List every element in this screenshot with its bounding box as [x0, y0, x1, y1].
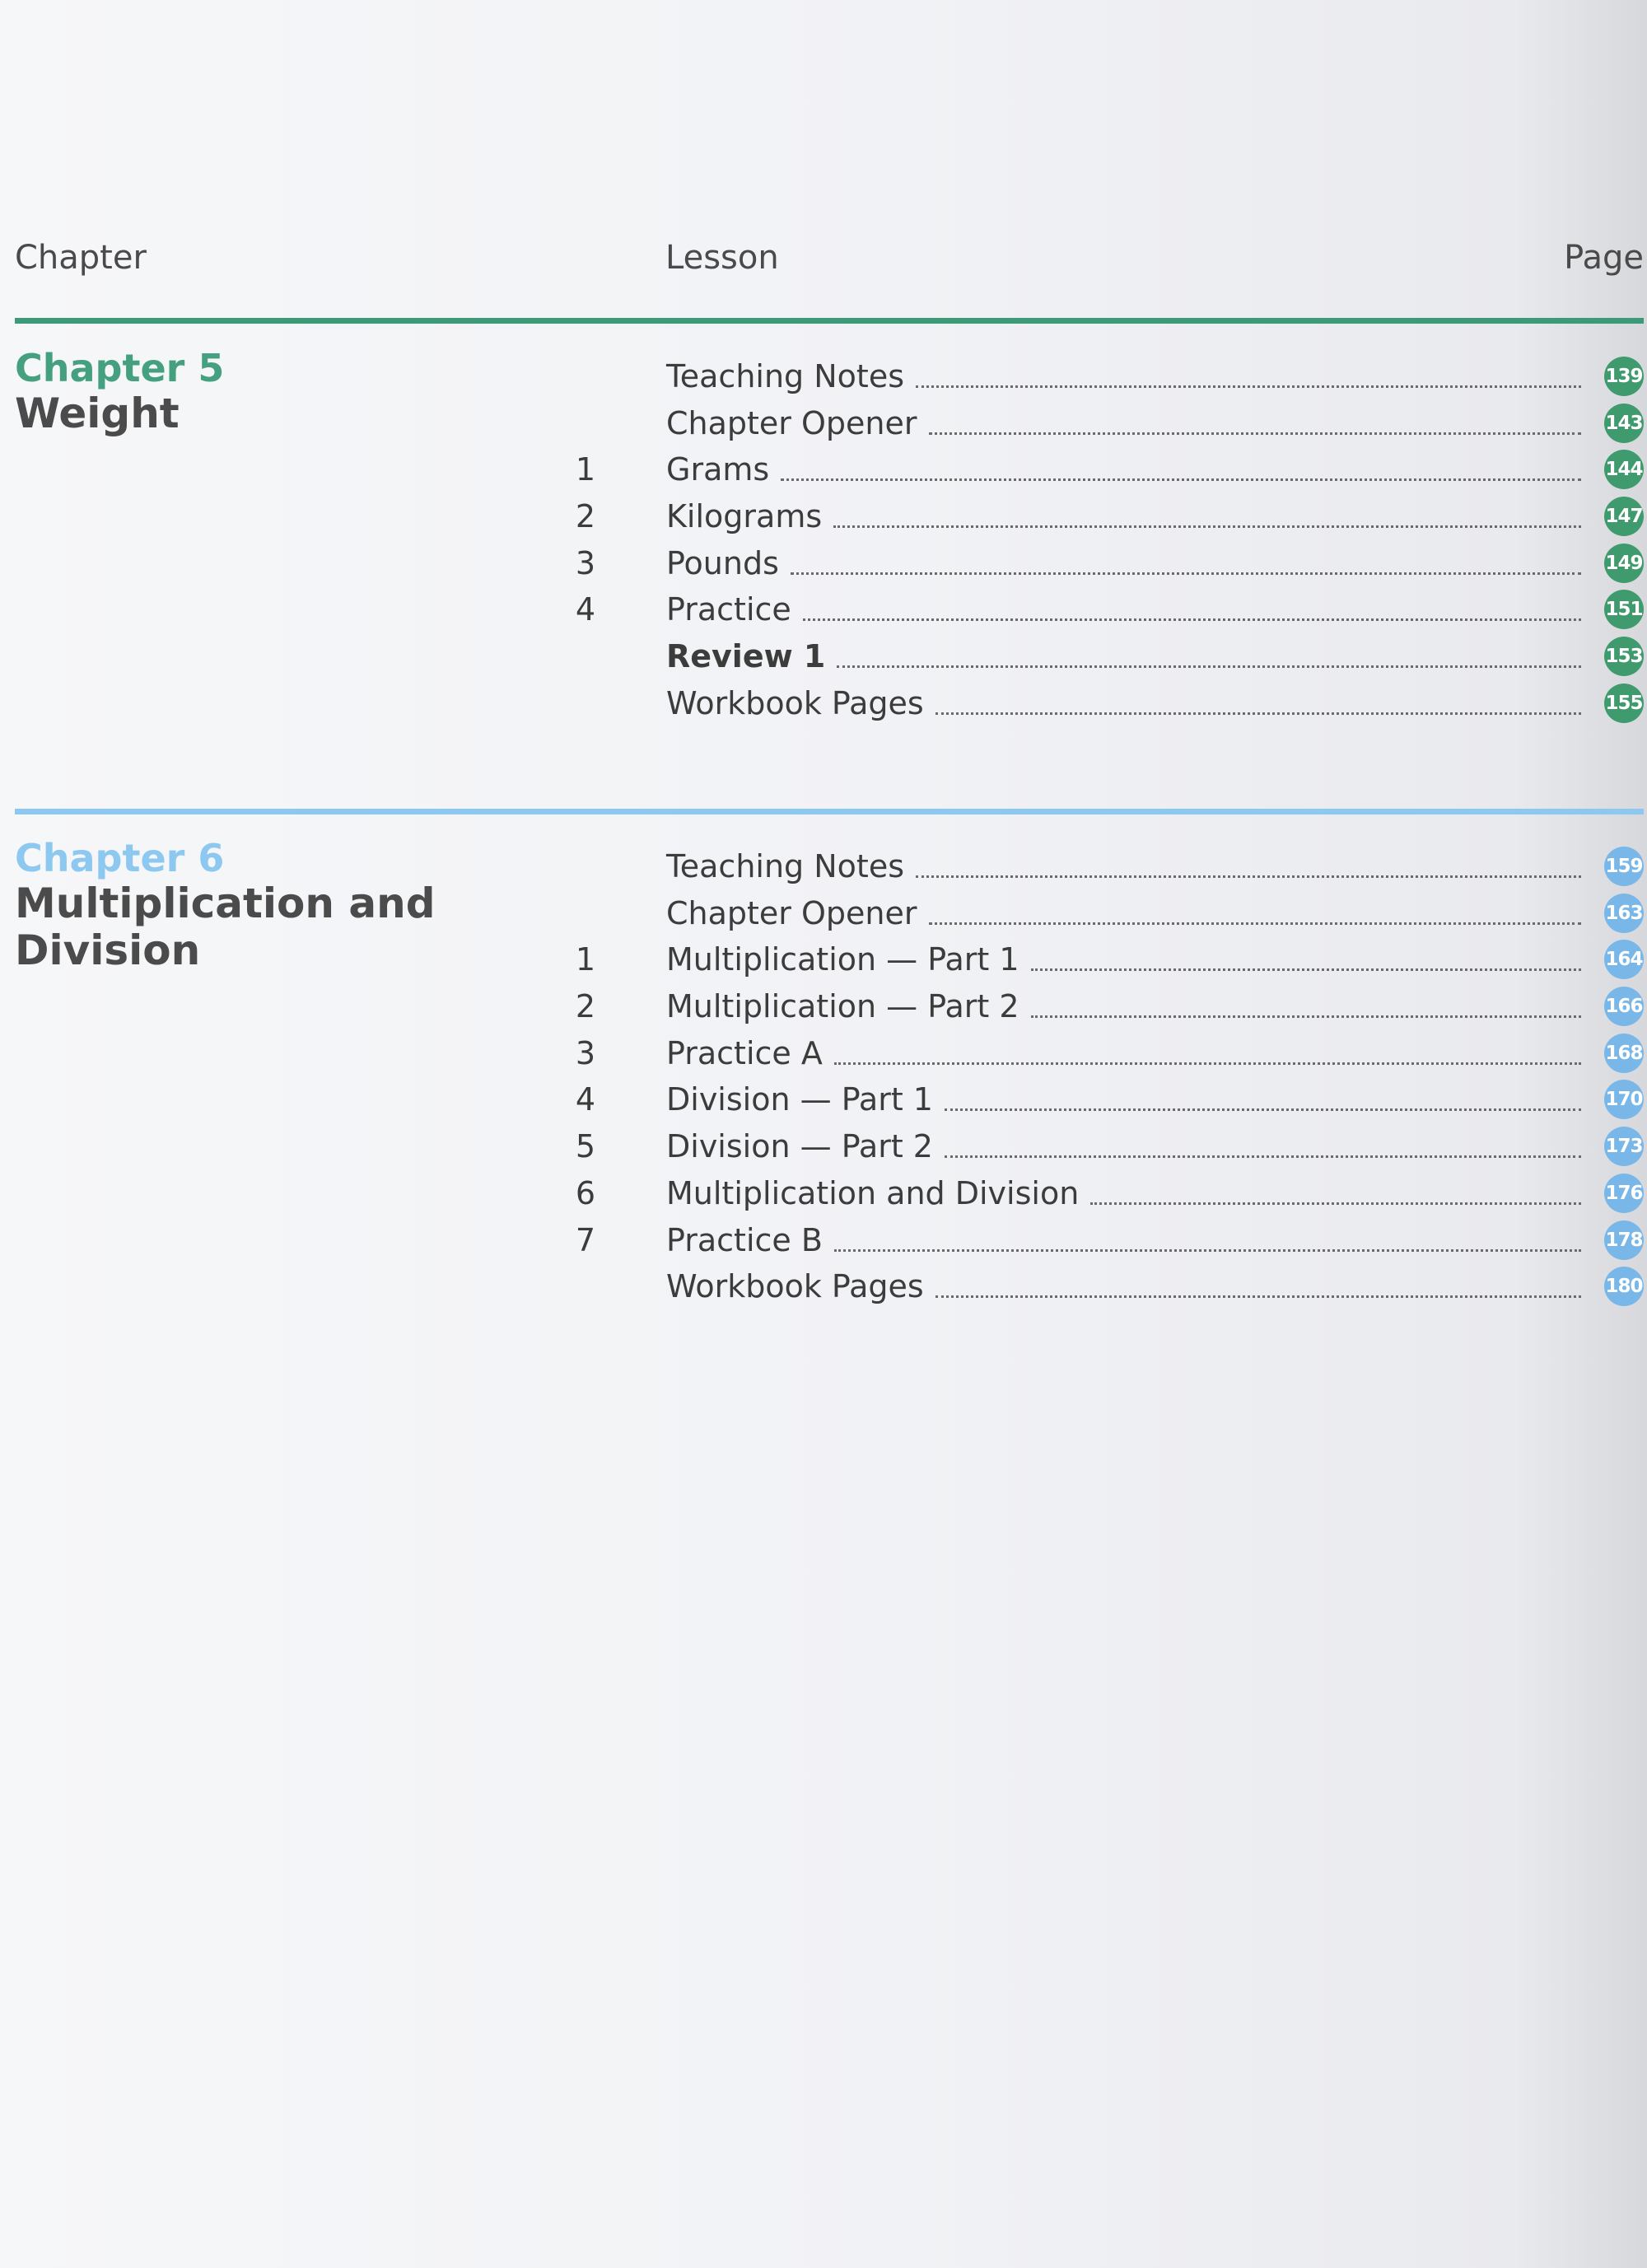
lesson-title: Workbook Pages [666, 1268, 924, 1305]
lesson-title: Practice B [666, 1221, 823, 1258]
lesson-title: Multiplication and Division [666, 1174, 1080, 1211]
lesson-number: 3 [575, 1034, 595, 1071]
lesson-number: 4 [575, 1081, 595, 1118]
dot-leader [834, 1248, 1581, 1252]
page-number-badge: 168 [1604, 1034, 1644, 1073]
chapter-6-title: Multiplication and Division [15, 880, 436, 974]
lesson-title: Practice [666, 591, 791, 628]
dot-leader [935, 712, 1581, 715]
lesson-row[interactable] [15, 685, 1644, 732]
lesson-row[interactable] [15, 895, 1644, 942]
lesson-number: 7 [575, 1221, 595, 1258]
dot-leader [916, 385, 1581, 388]
page-number-badge: 178 [1604, 1220, 1644, 1260]
lesson-row[interactable] [15, 1128, 1644, 1175]
lesson-title: Chapter Opener [666, 894, 917, 931]
page-number-badge: 139 [1604, 357, 1644, 396]
page-number-badge: 149 [1604, 544, 1644, 583]
lesson-title: Multiplication — Part 1 [666, 941, 1019, 978]
lesson-title: Division — Part 2 [666, 1128, 933, 1165]
page-number-badge: 164 [1604, 940, 1644, 979]
lesson-number: 2 [575, 988, 595, 1025]
lesson-title: Chapter Opener [666, 404, 917, 441]
lesson-title: Grams [666, 451, 770, 488]
page-column-header: Page [1564, 239, 1644, 277]
lesson-title: Pounds [666, 544, 779, 581]
lesson-number: 1 [575, 941, 595, 978]
page-number-badge: 173 [1604, 1127, 1644, 1166]
page-number-badge: 166 [1604, 987, 1644, 1026]
lesson-number: 2 [575, 498, 595, 535]
dot-leader [1090, 1202, 1581, 1205]
lesson-title: Teaching Notes [666, 358, 904, 394]
lesson-row[interactable] [15, 638, 1644, 685]
page-number-badge: 163 [1604, 894, 1644, 933]
dot-leader [781, 478, 1581, 481]
lesson-number: 6 [575, 1174, 595, 1211]
dot-leader [945, 1155, 1581, 1158]
lesson-title: Multiplication — Part 2 [666, 988, 1019, 1025]
lesson-row[interactable] [15, 848, 1644, 895]
dot-leader [837, 665, 1581, 668]
page-number-badge: 144 [1604, 450, 1644, 489]
dot-leader [935, 1295, 1581, 1298]
dot-leader [916, 875, 1581, 878]
page-number-badge: 176 [1604, 1174, 1644, 1213]
lesson-row[interactable] [15, 1268, 1644, 1315]
dot-leader [791, 572, 1581, 575]
dot-leader [1031, 1015, 1581, 1018]
page-number-badge: 151 [1604, 590, 1644, 629]
page-number-badge: 155 [1604, 684, 1644, 723]
lesson-number: 5 [575, 1128, 595, 1165]
lesson-title: Division — Part 1 [666, 1081, 933, 1118]
lesson-row[interactable] [15, 591, 1644, 638]
dot-leader [929, 922, 1581, 925]
lesson-row[interactable] [15, 988, 1644, 1035]
lesson-title: Workbook Pages [666, 684, 924, 721]
lesson-row[interactable] [15, 1222, 1644, 1269]
chapter-column-header: Chapter [15, 239, 147, 277]
lesson-row[interactable] [15, 1081, 1644, 1128]
lesson-row[interactable] [15, 941, 1644, 988]
chapter-5-title: Weight [15, 390, 180, 437]
lesson-number: 3 [575, 544, 595, 581]
lesson-title: Teaching Notes [666, 848, 904, 884]
chapter-5-divider [15, 318, 1644, 324]
dot-leader [833, 525, 1581, 528]
lesson-number: 4 [575, 591, 595, 628]
column-header-row [15, 239, 1644, 288]
chapter-5-lesson-list [15, 358, 1644, 732]
dot-leader [803, 618, 1581, 621]
lesson-row[interactable] [15, 1035, 1644, 1082]
lesson-row[interactable] [15, 1175, 1644, 1222]
lesson-title: Practice A [666, 1034, 823, 1071]
chapter-6-divider [15, 809, 1644, 814]
lesson-row[interactable] [15, 498, 1644, 545]
dot-leader [1031, 968, 1581, 971]
dot-leader [929, 432, 1581, 435]
page-number-badge: 147 [1604, 497, 1644, 536]
page-number-badge: 143 [1604, 404, 1644, 443]
chapter-6-number: Chapter 6 [15, 836, 225, 880]
dot-leader [834, 1062, 1581, 1065]
lesson-number: 1 [575, 451, 595, 488]
page-number-badge: 153 [1604, 637, 1644, 676]
chapter-5-number: Chapter 5 [15, 346, 225, 390]
lesson-row[interactable] [15, 451, 1644, 498]
lesson-title: Review 1 [666, 638, 826, 675]
page-number-badge: 170 [1604, 1080, 1644, 1119]
page-number-badge: 180 [1604, 1267, 1644, 1306]
lesson-title: Kilograms [666, 498, 823, 535]
dot-leader [945, 1108, 1581, 1111]
lesson-row[interactable] [15, 405, 1644, 452]
chapter-6-lesson-list [15, 848, 1644, 1315]
page-number-badge: 159 [1604, 847, 1644, 886]
lesson-row[interactable] [15, 358, 1644, 405]
lesson-column-header: Lesson [665, 239, 779, 277]
lesson-row[interactable] [15, 545, 1644, 592]
